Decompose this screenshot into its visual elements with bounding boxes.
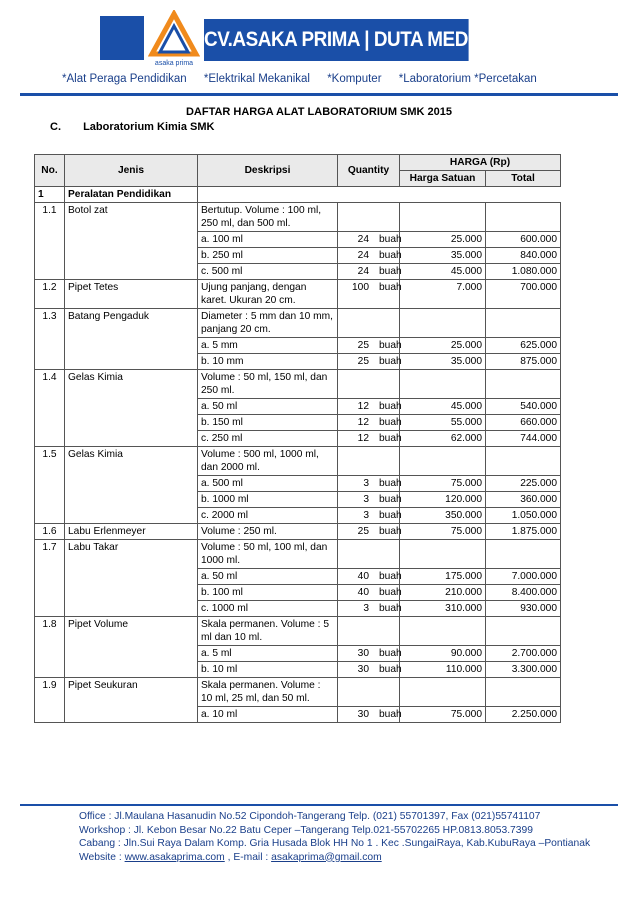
cell-no: 1.6 bbox=[35, 524, 65, 540]
footer-cabang: Cabang : Jln.Sui Raya Dalam Komp. Gria Husada Blok HH No 1 . Kec .SungaiRaya, Kab.KubuRaya –Pontianak bbox=[79, 838, 591, 849]
cell-deskripsi: b. 250 ml bbox=[198, 248, 338, 264]
cell-total: 600.000 bbox=[486, 232, 561, 248]
quantity-unit: buah bbox=[379, 234, 402, 245]
quantity-unit: buah bbox=[379, 478, 402, 489]
footer-web-line bbox=[79, 851, 590, 865]
cell-deskripsi: a. 50 ml bbox=[198, 399, 338, 415]
cell-quantity bbox=[338, 309, 400, 338]
svg-text:asaka prima: asaka prima bbox=[154, 60, 194, 67]
quantity-unit: buah bbox=[379, 401, 402, 412]
cell-quantity bbox=[338, 415, 400, 431]
company-brand-name: CV.ASAKA PRIMA | DUTA MEDIA GROUP bbox=[204, 19, 469, 61]
table-row bbox=[35, 203, 561, 232]
group-label: Peralatan Pendidikan bbox=[65, 187, 198, 203]
quantity-number: 30 bbox=[357, 664, 369, 675]
cell-quantity bbox=[338, 264, 400, 280]
cell-quantity bbox=[338, 232, 400, 248]
quantity-number: 24 bbox=[357, 234, 369, 245]
cell-total bbox=[486, 447, 561, 476]
cell-jenis: Gelas Kimia bbox=[65, 447, 198, 524]
email-link[interactable]: asakaprima@gmail.com bbox=[271, 851, 382, 863]
cell-total bbox=[486, 540, 561, 569]
cell-harga-satuan: 45.000 bbox=[400, 399, 486, 415]
cell-deskripsi: a. 100 ml bbox=[198, 232, 338, 248]
footer-workshop: Workshop : Jl. Kebon Besar No.22 Batu Ceper –Tangerang Telp.021-55702265 HP.0813.8053.7399 bbox=[79, 824, 533, 836]
cell-quantity bbox=[338, 492, 400, 508]
section-number: C. bbox=[50, 121, 61, 133]
quantity-unit: buah bbox=[379, 494, 402, 505]
quantity-number: 25 bbox=[357, 356, 369, 367]
cell-no: 1.7 bbox=[35, 540, 65, 617]
cell-harga-satuan: 175.000 bbox=[400, 569, 486, 585]
cell-no: 1.2 bbox=[35, 280, 65, 309]
header-quantity: Quantity bbox=[338, 155, 400, 187]
cell-harga-satuan: 35.000 bbox=[400, 248, 486, 264]
cell-jenis: Pipet Volume bbox=[65, 617, 198, 678]
group-number: 1 bbox=[35, 187, 65, 203]
company-taglines bbox=[62, 73, 551, 85]
cell-total: 1.875.000 bbox=[486, 524, 561, 540]
header-harga: HARGA (Rp) bbox=[400, 155, 561, 171]
quantity-number: 12 bbox=[357, 401, 369, 412]
quantity-number: 40 bbox=[357, 571, 369, 582]
cell-quantity bbox=[338, 617, 400, 646]
cell-no: 1.1 bbox=[35, 203, 65, 280]
cell-deskripsi: c. 1000 ml bbox=[198, 601, 338, 617]
cell-quantity bbox=[338, 569, 400, 585]
quantity-number: 12 bbox=[357, 433, 369, 444]
quantity-unit: buah bbox=[379, 433, 402, 444]
price-table bbox=[34, 154, 561, 723]
quantity-number: 24 bbox=[357, 266, 369, 277]
cell-total bbox=[486, 370, 561, 399]
cell-no: 1.8 bbox=[35, 617, 65, 678]
cell-quantity bbox=[338, 338, 400, 354]
cell-harga-satuan bbox=[400, 309, 486, 338]
cell-harga-satuan: 110.000 bbox=[400, 662, 486, 678]
cell-harga-satuan: 25.000 bbox=[400, 338, 486, 354]
cell-total bbox=[486, 617, 561, 646]
brand-color-block bbox=[100, 16, 144, 60]
cell-total bbox=[486, 678, 561, 707]
quantity-number: 12 bbox=[357, 417, 369, 428]
document-title: DAFTAR HARGA ALAT LABORATORIUM SMK 2015 bbox=[185, 106, 453, 118]
cell-harga-satuan bbox=[400, 370, 486, 399]
quantity-number: 30 bbox=[357, 648, 369, 659]
cell-harga-satuan: 25.000 bbox=[400, 232, 486, 248]
cell-quantity bbox=[338, 203, 400, 232]
cell-quantity bbox=[338, 662, 400, 678]
table-row bbox=[35, 370, 561, 399]
website-label: Website : bbox=[79, 851, 125, 863]
quantity-unit: buah bbox=[379, 510, 402, 521]
cell-quantity bbox=[338, 585, 400, 601]
cell-harga-satuan bbox=[400, 540, 486, 569]
cell-deskripsi: a. 5 ml bbox=[198, 646, 338, 662]
cell-deskripsi: a. 10 ml bbox=[198, 707, 338, 723]
cell-total: 660.000 bbox=[486, 415, 561, 431]
header-jenis: Jenis bbox=[65, 155, 198, 187]
table-row bbox=[35, 617, 561, 646]
quantity-unit: buah bbox=[379, 587, 402, 598]
tagline-item: *Elektrikal Mekanikal bbox=[203, 73, 310, 85]
quantity-unit: buah bbox=[379, 356, 402, 367]
cell-deskripsi: Bertutup. Volume : 100 ml, 250 ml, dan 500 ml. bbox=[198, 203, 338, 232]
cell-jenis: Labu Erlenmeyer bbox=[65, 524, 198, 540]
cell-deskripsi: a. 500 ml bbox=[198, 476, 338, 492]
cell-deskripsi: c. 500 ml bbox=[198, 264, 338, 280]
quantity-unit: buah bbox=[379, 709, 402, 720]
header-no: No. bbox=[35, 155, 65, 187]
header-divider bbox=[20, 93, 618, 96]
quantity-unit: buah bbox=[379, 603, 402, 614]
cell-deskripsi: a. 50 ml bbox=[198, 569, 338, 585]
cell-deskripsi: Volume : 250 ml. bbox=[198, 524, 338, 540]
cell-total: 3.300.000 bbox=[486, 662, 561, 678]
cell-quantity bbox=[338, 431, 400, 447]
cell-harga-satuan: 62.000 bbox=[400, 431, 486, 447]
cell-deskripsi: Skala permanen. Volume : 10 ml, 25 ml, dan 50 ml. bbox=[198, 678, 338, 707]
header-total: Total bbox=[486, 171, 561, 187]
cell-harga-satuan: 35.000 bbox=[400, 354, 486, 370]
cell-deskripsi: b. 150 ml bbox=[198, 415, 338, 431]
cell-jenis: Botol zat bbox=[65, 203, 198, 280]
cell-total: 875.000 bbox=[486, 354, 561, 370]
cell-no: 1.3 bbox=[35, 309, 65, 370]
cell-total bbox=[486, 309, 561, 338]
cell-quantity bbox=[338, 540, 400, 569]
cell-quantity bbox=[338, 601, 400, 617]
cell-total: 840.000 bbox=[486, 248, 561, 264]
cell-deskripsi: Volume : 50 ml, 100 ml, dan 1000 ml. bbox=[198, 540, 338, 569]
cell-quantity bbox=[338, 447, 400, 476]
cell-harga-satuan: 210.000 bbox=[400, 585, 486, 601]
cell-quantity bbox=[338, 646, 400, 662]
letterhead bbox=[0, 0, 638, 100]
cell-harga-satuan: 75.000 bbox=[400, 476, 486, 492]
cell-quantity bbox=[338, 508, 400, 524]
tagline-item: *Alat Peraga Pendidikan bbox=[62, 73, 187, 85]
quantity-number: 3 bbox=[363, 478, 369, 489]
cell-harga-satuan bbox=[400, 203, 486, 232]
cell-harga-satuan bbox=[400, 447, 486, 476]
quantity-unit: buah bbox=[379, 526, 402, 537]
cell-total bbox=[486, 203, 561, 232]
cell-total: 744.000 bbox=[486, 431, 561, 447]
cell-total: 8.400.000 bbox=[486, 585, 561, 601]
quantity-unit: buah bbox=[379, 417, 402, 428]
cell-total: 360.000 bbox=[486, 492, 561, 508]
cell-deskripsi: Ujung panjang, dengan karet. Ukuran 20 cm. bbox=[198, 280, 338, 309]
cell-quantity bbox=[338, 678, 400, 707]
cell-deskripsi: Skala permanen. Volume : 5 ml dan 10 ml. bbox=[198, 617, 338, 646]
cell-total: 7.000.000 bbox=[486, 569, 561, 585]
cell-jenis: Pipet Seukuran bbox=[65, 678, 198, 723]
header-deskripsi: Deskripsi bbox=[198, 155, 338, 187]
cell-harga-satuan: 45.000 bbox=[400, 264, 486, 280]
cell-quantity bbox=[338, 370, 400, 399]
cell-quantity bbox=[338, 354, 400, 370]
cell-quantity bbox=[338, 524, 400, 540]
cell-no: 1.5 bbox=[35, 447, 65, 524]
cell-jenis: Pipet Tetes bbox=[65, 280, 198, 309]
quantity-unit: buah bbox=[379, 266, 402, 277]
cell-harga-satuan: 120.000 bbox=[400, 492, 486, 508]
cell-total: 2.250.000 bbox=[486, 707, 561, 723]
table-row bbox=[35, 678, 561, 707]
email-label: , E-mail : bbox=[227, 851, 272, 863]
cell-total: 930.000 bbox=[486, 601, 561, 617]
section-title: Laboratorium Kimia SMK bbox=[83, 121, 215, 133]
quantity-number: 3 bbox=[363, 603, 369, 614]
cell-deskripsi: b. 10 ml bbox=[198, 662, 338, 678]
quantity-number: 25 bbox=[357, 526, 369, 537]
cell-deskripsi: Volume : 50 ml, 150 ml, dan 250 ml. bbox=[198, 370, 338, 399]
cell-harga-satuan bbox=[400, 678, 486, 707]
cell-quantity bbox=[338, 707, 400, 723]
cell-deskripsi: Volume : 500 ml, 1000 ml, dan 2000 ml. bbox=[198, 447, 338, 476]
quantity-unit: buah bbox=[379, 571, 402, 582]
cell-quantity bbox=[338, 399, 400, 415]
cell-deskripsi: c. 250 ml bbox=[198, 431, 338, 447]
quantity-unit: buah bbox=[379, 664, 402, 675]
cell-harga-satuan: 7.000 bbox=[400, 280, 486, 309]
website-link[interactable]: www.asakaprima.com bbox=[124, 851, 225, 863]
cell-total: 2.700.000 bbox=[486, 646, 561, 662]
cell-total: 1.080.000 bbox=[486, 264, 561, 280]
cell-total: 1.050.000 bbox=[486, 508, 561, 524]
footer-office: Office : Jl.Maulana Hasanudin No.52 Cipondoh-Tangerang Telp. (021) 55701397, Fax (021)55741107 bbox=[79, 811, 541, 822]
cell-quantity bbox=[338, 280, 400, 309]
tagline-item: *Laboratorium *Percetakan bbox=[398, 73, 537, 85]
cell-deskripsi: b. 1000 ml bbox=[198, 492, 338, 508]
table-row bbox=[35, 309, 561, 338]
cell-deskripsi: b. 100 ml bbox=[198, 585, 338, 601]
cell-harga-satuan: 310.000 bbox=[400, 601, 486, 617]
cell-deskripsi: a. 5 mm bbox=[198, 338, 338, 354]
quantity-number: 40 bbox=[357, 587, 369, 598]
cell-deskripsi: c. 2000 ml bbox=[198, 508, 338, 524]
cell-total: 225.000 bbox=[486, 476, 561, 492]
cell-quantity bbox=[338, 248, 400, 264]
company-logo-icon bbox=[148, 10, 200, 68]
cell-no: 1.9 bbox=[35, 678, 65, 723]
cell-harga-satuan: 75.000 bbox=[400, 707, 486, 723]
cell-deskripsi: Diameter : 5 mm dan 10 mm, panjang 20 cm. bbox=[198, 309, 338, 338]
cell-quantity bbox=[338, 476, 400, 492]
section-heading bbox=[50, 121, 214, 133]
cell-jenis: Batang Pengaduk bbox=[65, 309, 198, 370]
cell-jenis: Labu Takar bbox=[65, 540, 198, 617]
cell-harga-satuan: 75.000 bbox=[400, 524, 486, 540]
quantity-number: 3 bbox=[363, 494, 369, 505]
quantity-unit: buah bbox=[379, 648, 402, 659]
cell-harga-satuan: 350.000 bbox=[400, 508, 486, 524]
cell-total: 540.000 bbox=[486, 399, 561, 415]
table-row bbox=[35, 524, 561, 540]
cell-harga-satuan bbox=[400, 617, 486, 646]
quantity-number: 30 bbox=[357, 709, 369, 720]
quantity-number: 100 bbox=[352, 282, 369, 293]
footer-divider bbox=[20, 804, 618, 806]
table-row bbox=[35, 280, 561, 309]
tagline-item: *Komputer bbox=[327, 73, 382, 85]
cell-harga-satuan: 90.000 bbox=[400, 646, 486, 662]
header-harga-satuan: Harga Satuan bbox=[400, 171, 486, 187]
cell-no: 1.4 bbox=[35, 370, 65, 447]
group-row bbox=[35, 187, 561, 203]
quantity-unit: buah bbox=[379, 282, 402, 293]
quantity-unit: buah bbox=[379, 250, 402, 261]
quantity-number: 3 bbox=[363, 510, 369, 521]
cell-harga-satuan: 55.000 bbox=[400, 415, 486, 431]
quantity-number: 24 bbox=[357, 250, 369, 261]
quantity-unit: buah bbox=[379, 340, 402, 351]
table-row bbox=[35, 447, 561, 476]
cell-jenis: Gelas Kimia bbox=[65, 370, 198, 447]
quantity-number: 25 bbox=[357, 340, 369, 351]
cell-total: 625.000 bbox=[486, 338, 561, 354]
table-row bbox=[35, 540, 561, 569]
cell-total: 700.000 bbox=[486, 280, 561, 309]
footer-contact bbox=[79, 810, 590, 864]
cell-deskripsi: b. 10 mm bbox=[198, 354, 338, 370]
